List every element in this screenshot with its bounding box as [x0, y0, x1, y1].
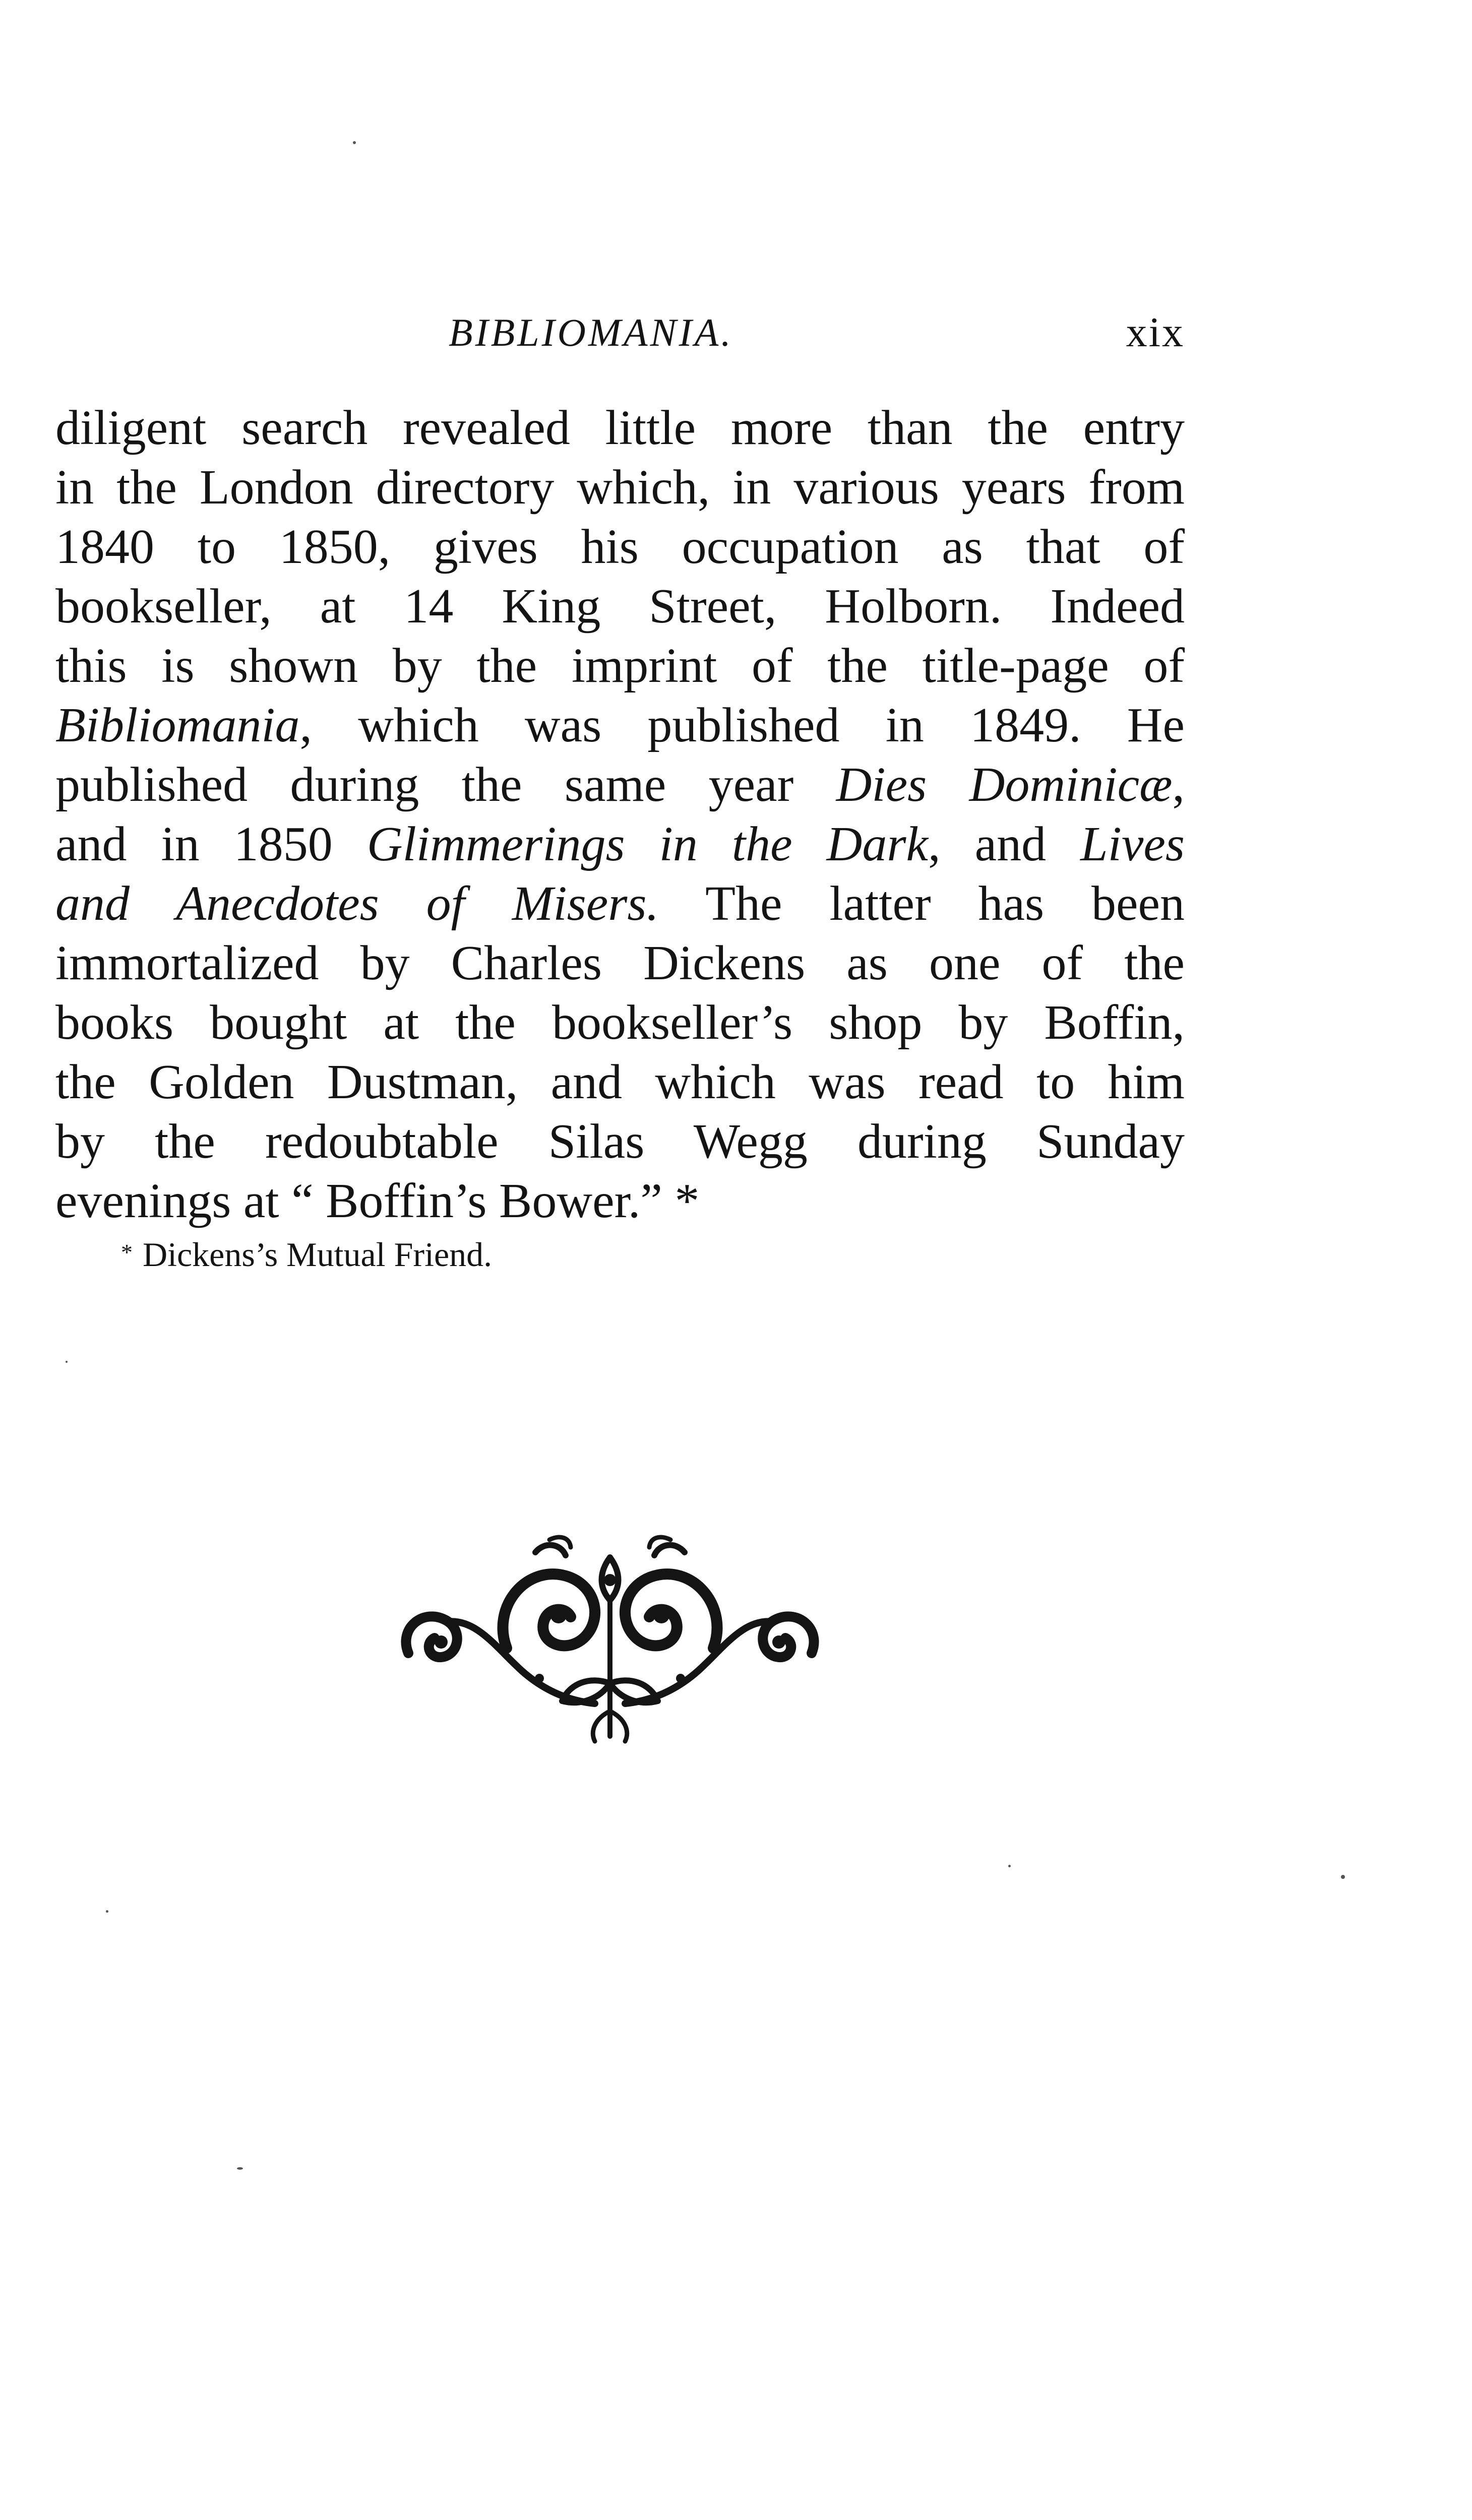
text-run: and in 1850: [55, 817, 367, 871]
text-run: evenings at “ Boffin’s Bower.” *: [55, 1174, 700, 1228]
book-title-lives-part: Lives: [1080, 817, 1185, 871]
text-run: books bought at the bookseller’s shop by Boffin,: [55, 995, 1185, 1050]
text-line: [55, 814, 1185, 874]
text-line: [55, 874, 1185, 933]
book-title-dies-dominicae: Dies Dominicæ: [836, 758, 1173, 812]
text-line: [55, 398, 1185, 458]
text-line: [55, 993, 1185, 1052]
text-run: this is shown by the imprint of the title-page of: [55, 639, 1185, 693]
running-title: BIBLIOMANIA.: [449, 310, 733, 354]
footnote-marker: *: [121, 1239, 133, 1265]
paper-speck: [237, 2167, 243, 2170]
footnote-text: Dickens’s Mutual Friend.: [143, 1235, 493, 1274]
text-line: [55, 696, 1185, 755]
text-line: [55, 636, 1185, 696]
text-run: immortalized by Charles Dickens as one of the: [55, 936, 1185, 990]
text-run: the Golden Dustman, and which was read to him: [55, 1055, 1185, 1109]
text-run: by the redoubtable Silas Wegg during Sunday: [55, 1114, 1185, 1169]
text-run: The latter has been: [659, 876, 1185, 931]
text-line: [55, 1112, 1185, 1171]
text-run: in the London directory which, in various years from: [55, 460, 1185, 515]
body-paragraph: [55, 398, 1185, 1231]
book-title-bibliomania: Bibliomania: [55, 698, 300, 752]
paper-speck: [66, 1361, 68, 1363]
paper-speck: [353, 141, 356, 144]
text-run: 1840 to 1850, gives his occupation as that of: [55, 520, 1185, 574]
footnote: [121, 1230, 492, 1277]
text-run: , and: [928, 817, 1081, 871]
paper-speck: [1008, 1865, 1011, 1867]
paper-speck: [1341, 1875, 1345, 1879]
page-number: xix: [1126, 309, 1185, 356]
text-line: [55, 1171, 1185, 1231]
text-run: , which was published in 1849. He: [299, 698, 1185, 752]
text-line: [55, 517, 1185, 577]
text-run: diligent search revealed little more than the entry: [55, 401, 1185, 455]
text-run: bookseller, at 14 King Street, Holborn. Indeed: [55, 579, 1185, 634]
text-line: [55, 458, 1185, 517]
book-title-anecdotes-of-misers: and Anecdotes of Misers.: [55, 876, 659, 931]
paper-speck: [106, 1910, 108, 1913]
running-head: [55, 302, 1185, 363]
text-run: published during the same year: [55, 758, 836, 812]
text-line: [55, 1052, 1185, 1112]
book-title-glimmerings: Glimmerings in the Dark: [366, 817, 929, 871]
text-line: [55, 577, 1185, 636]
text-line: [55, 755, 1185, 814]
floral-scroll-ornament-icon: [388, 1532, 832, 1749]
text-line: [55, 933, 1185, 993]
text-run: ,: [1172, 758, 1185, 812]
